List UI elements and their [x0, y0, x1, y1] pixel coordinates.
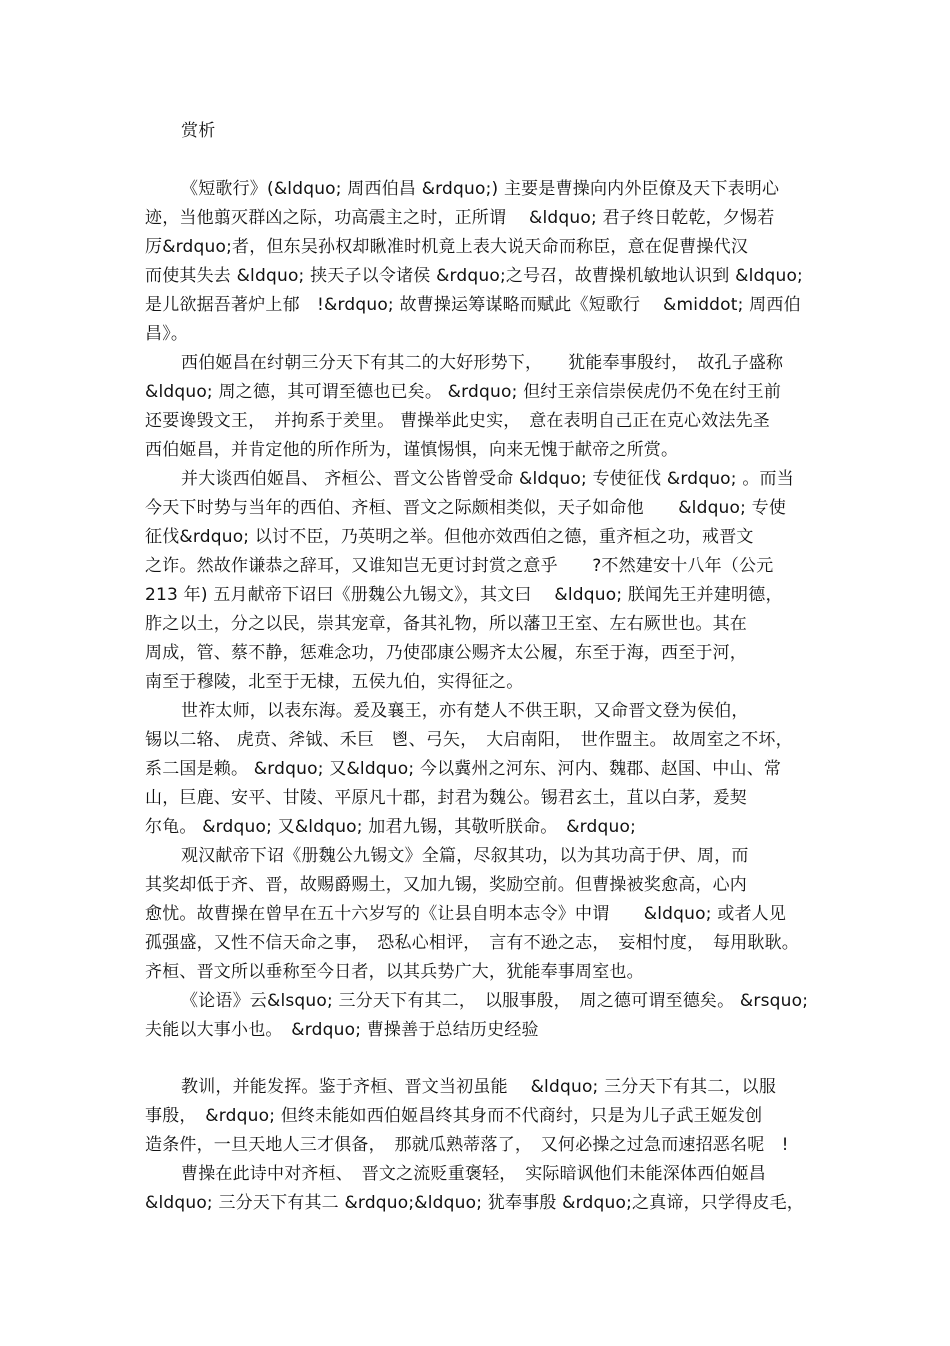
text-line: 西伯姬昌，并肯定他的所作所为，谨慎惕惧，向来无愧于献帝之所赏。: [145, 440, 679, 460]
text-line: 尔龟。 &rdquo; 又&ldquo; 加君九锡，其敬听朕命。 &rdquo;: [145, 817, 637, 837]
text-line: 观汉献帝下诏《册魏公九锡文》全篇，尽叙其功，以为其功高于伊、周，而: [181, 846, 749, 866]
text-line: &ldquo; 三分天下有其二 &rdquo;&ldquo; 犹奉事殷 &rdquo;之真谛，只学得皮毛，: [145, 1193, 805, 1213]
text-line: 厉&rdquo;者，但东吴孙权却瞅准时机竟上表大说天命而称臣，意在促曹操代汉: [145, 237, 749, 257]
text-line: 事殷， &rdquo; 但终未能如西伯姬昌终其身而不代商纣，只是为儿子武王姬发创: [145, 1106, 763, 1126]
text-line: 教训，并能发挥。鉴于齐桓、晋文当初虽能 &ldquo; 三分天下有其二，以服: [181, 1077, 777, 1097]
text-line: 今天下时势与当年的西伯、齐桓、晋文之际颇相类似，天子如命他 &ldquo; 专使: [145, 498, 787, 518]
text-line: 齐桓、晋文所以垂称至今日者，以其兵势广大，犹能奉事周室也。: [145, 962, 644, 982]
text-line: 造条件，一旦天地人三才俱备， 那就瓜熟蒂落了， 又何必操之过急而速招恶名呢 !: [145, 1135, 789, 1155]
text-line: 征伐&rdquo; 以讨不臣，乃英明之举。但他亦效西伯之德，重齐桓之功，戒晋文: [145, 527, 754, 547]
text-line: 《论语》云&lsquo; 三分天下有其二， 以服事殷， 周之德可谓至德矣。 &rsquo;: [181, 991, 809, 1011]
text-line: 是儿欲据吾著炉上郁 !&rdquo; 故曹操运筹谋略而赋此《短歌行 &middot; 周西伯: [145, 295, 801, 315]
text-line: 愈忧。故曹操在曾早在五十六岁写的《让县自明本志令》中谓 &ldquo; 或者人见: [145, 904, 787, 924]
text-line: 其奖却低于齐、晋，故赐爵赐土，又加九锡，奖励空前。但曹操被奖愈高，心内: [145, 875, 747, 895]
text-line: 南至于穆陵，北至于无棣，五侯九伯，实得征之。: [145, 672, 524, 692]
text-line: 213 年) 五月献帝下诏曰《册魏公九锡文》，其文曰 &ldquo; 朕闻先王并建明德，: [145, 585, 783, 605]
text-line: 而使其失去 &ldquo; 挟天子以令诸侯 &rdquo;之号召，故曹操机敏地认识到 &ldquo;: [145, 266, 803, 286]
text-line: 并大谈西伯姬昌、 齐桓公、晋文公皆曾受命 &ldquo; 专使征伐 &rdquo; 。而当: [181, 469, 794, 489]
text-line: 之诈。然故作谦恭之辞耳，又谁知岂无更讨封赏之意乎 ?不然建安十八年（公元: [145, 556, 774, 576]
text-line: 孤强盛，又性不信天命之事， 恐私心相评， 言有不逊之志， 妄相忖度， 每用耿耿。: [145, 933, 799, 953]
text-line: 还要谗毁文王， 并拘系于羑里。 曹操举此史实， 意在表明自己正在克心效法先圣: [145, 411, 771, 431]
section-heading: 赏析: [181, 121, 216, 141]
text-line: 《短歌行》(&ldquo; 周西伯昌 &rdquo;) 主要是曹操向内外臣僚及天下表明心: [181, 179, 780, 199]
text-line: 锡以二辂、 虎贲、斧钺、禾巨 鬯、弓矢， 大启南阳， 世作盟主。 故周室之不坏，: [145, 730, 793, 750]
text-line: 山，巨鹿、安平、甘陵、平原凡十郡，封君为魏公。锡君玄土，苴以白茅，爰契: [145, 788, 747, 808]
text-line: 昌》。: [145, 324, 189, 344]
text-line: 西伯姬昌在纣朝三分天下有其二的大好形势下， 犹能奉事殷纣， 故孔子盛称: [181, 353, 784, 373]
text-line: &ldquo; 周之德，其可谓至德也已矣。 &rdquo; 但纣王亲信崇侯虎仍不免在纣王前: [145, 382, 782, 402]
text-line: 胙之以土，分之以民，崇其宠章，备其礼物，所以藩卫王室、左右厥世也。其在: [145, 614, 747, 634]
text-line: 世祚太师，以表东海。爰及襄王，亦有楚人不供王职，又命晋文登为侯伯，: [181, 701, 749, 721]
text-line: 曹操在此诗中对齐桓、 晋文之流贬重褒轻， 实际暗讽他们未能深体西伯姬昌: [181, 1164, 766, 1184]
text-line: 周成，管、蔡不静，惩难念功，乃使邵康公赐齐太公履，东至于海，西至于河，: [145, 643, 747, 663]
text-line: 夫能以大事小也。 &rdquo; 曹操善于总结历史经验: [145, 1020, 539, 1040]
text-line: 系二国是赖。 &rdquo; 又&ldquo; 今以冀州之河东、河内、魏郡、赵国、中山、常: [145, 759, 782, 779]
text-line: 迹，当他翦灭群凶之际，功高震主之时，正所谓 &ldquo; 君子终日乾乾，夕惕若: [145, 208, 775, 228]
